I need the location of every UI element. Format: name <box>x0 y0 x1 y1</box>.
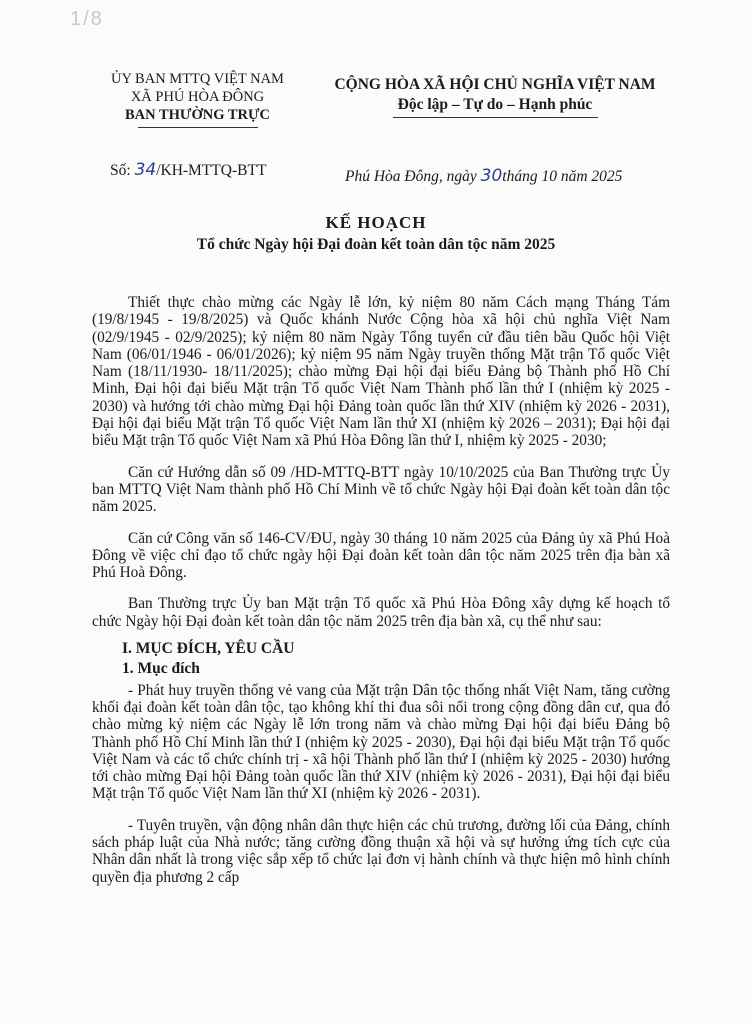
document-body <box>92 294 670 886</box>
issuing-agency-header <box>90 70 305 128</box>
date-rest: tháng 10 năm 2025 <box>502 168 623 185</box>
page-indicator: 1/8 <box>70 8 104 30</box>
agency-line-3: BAN THƯỜNG TRỰC <box>124 107 270 123</box>
agency-underline <box>138 127 258 128</box>
document-subtitle: Tổ chức Ngày hội Đại đoàn kết toàn dân tộc năm 2025 <box>196 236 556 253</box>
national-motto-header <box>305 75 685 118</box>
national-title: CỘNG HÒA XÃ HỘI CHỦ NGHĨA VIỆT NAM <box>334 76 656 93</box>
agency-line-1: ỦY BAN MTTQ VIỆT NAM <box>111 71 284 87</box>
paragraph-purpose-1: - Phát huy truyền thống vẻ vang của Mặt trận Dân tộc thống nhất Việt Nam, tăng cường khối đại đoàn kết toàn dân tộc, tạo không khí thi đua sôi nổi trong cộng đồng dân cư, qua đó chào mừng kỷ niệm các Ngày lễ lớn trong năm và chào mừng Đại hội đại biểu Đảng bộ Thành phố Hồ Chí Minh lần thứ I (nhiệm kỳ 2025 - 2030), Đại hội đại biểu Mặt trận Tổ quốc Việt Nam và các tổ chức chính trị - xã hội Thành phố lần thứ I (nhiệm kỳ 2025 - 2030) hướng tới chào mừng Đại hội Đảng toàn quốc lần thứ XIV (nhiệm kỳ 2026 - 2031), Đại hội đại biểu Mặt trận Tổ quốc Việt Nam lần thứ XI (nhiệm kỳ 2026 - 2031). <box>92 681 670 803</box>
motto-underline <box>393 117 598 118</box>
date-line <box>345 166 622 186</box>
paragraph-basis-guidance: Căn cứ Hướng dẫn số 09 /HD-MTTQ-BTT ngày 10/10/2025 của Ban Thường trực Ủy ban MTTQ Việt Nam thành phố Hồ Chí Minh về tổ chức Ngày hội Đại đoàn kết toàn dân tộc năm 2025. <box>92 463 670 516</box>
date-place: Phú Hòa Đông, ngày <box>345 168 477 185</box>
document-title: KẾ HOẠCH <box>325 213 427 232</box>
motto: Độc lập – Tự do – Hạnh phúc <box>397 96 593 113</box>
paragraph-basis-dispatch: Căn cứ Công văn số 146-CV/ĐU, ngày 30 tháng 10 năm 2025 của Đảng ủy xã Phú Hoà Đông về việc chỉ đạo tổ chức ngày hội Đại đoàn kết toàn dân tộc năm 2025 trên địa bàn xã Phú Hoà Đông. <box>92 529 670 582</box>
number-prefix: Số: <box>110 162 131 179</box>
agency-line-2: XÃ PHÚ HÒA ĐÔNG <box>130 89 265 105</box>
handwritten-day: 30 <box>480 166 503 186</box>
number-suffix: /KH-MTTQ-BTT <box>156 162 267 179</box>
subsection-heading-purpose: 1. Mục đích <box>122 660 200 678</box>
paragraph-purpose-2: - Tuyên truyền, vận động nhân dân thực hiện các chủ trương, đường lối của Đảng, chính sách pháp luật của Nhà nước; tăng cường đồng thuận xã hội và sự hưởng ứng tích cực của Nhân dân nhất là trong việc sắp xếp tổ chức lại đơn vị hành chính và thực hiện mô hình chính quyền địa phương 2 cấp <box>92 816 670 886</box>
document-number <box>110 160 266 180</box>
handwritten-number: 34 <box>134 160 157 180</box>
section-heading-purpose-requirements: I. MỤC ĐÍCH, YÊU CẦU <box>122 640 295 658</box>
paragraph-preamble: Thiết thực chào mừng các Ngày lễ lớn, kỷ niệm 80 năm Cách mạng Tháng Tám (19/8/1945 - 19/8/2025) và Quốc khánh Nước Cộng hòa xã hội chủ nghĩa Việt Nam (02/9/1945 - 02/9/2025); kỷ niệm 80 năm Ngày Tổng tuyển cử đầu tiên bầu Quốc hội Việt Nam (06/01/1946 - 06/01/2026); kỷ niệm 95 năm Ngày truyền thống Mặt trận Tổ quốc Việt Nam (18/11/1930- 18/11/2025); chào mừng Đại hội đại biểu Đảng bộ Thành phố Hồ Chí Minh, Đại hội đại biểu Mặt trận Tổ quốc Việt Nam Thành phố lần thứ I (nhiệm kỳ 2025 - 2030) và hướng tới chào mừng Đại hội Đảng toàn quốc lần thứ XIV (nhiệm kỳ 2026 - 2031), Đại hội đại biểu Mặt trận Tổ quốc Việt Nam lần thứ XI (nhiệm kỳ 2026 – 2031); Đại hội đại biểu Mặt trận Tổ quốc Việt Nam xã Phú Hòa Đông lần thứ I, nhiệm kỳ 2025 - 2030; <box>92 294 670 450</box>
paragraph-intro: Ban Thường trực Ủy ban Mặt trận Tổ quốc xã Phú Hòa Đông xây dựng kế hoạch tổ chức Ngày hội Đại đoàn kết toàn dân tộc năm 2025 trên địa bàn xã, cụ thể như sau: <box>92 595 670 630</box>
